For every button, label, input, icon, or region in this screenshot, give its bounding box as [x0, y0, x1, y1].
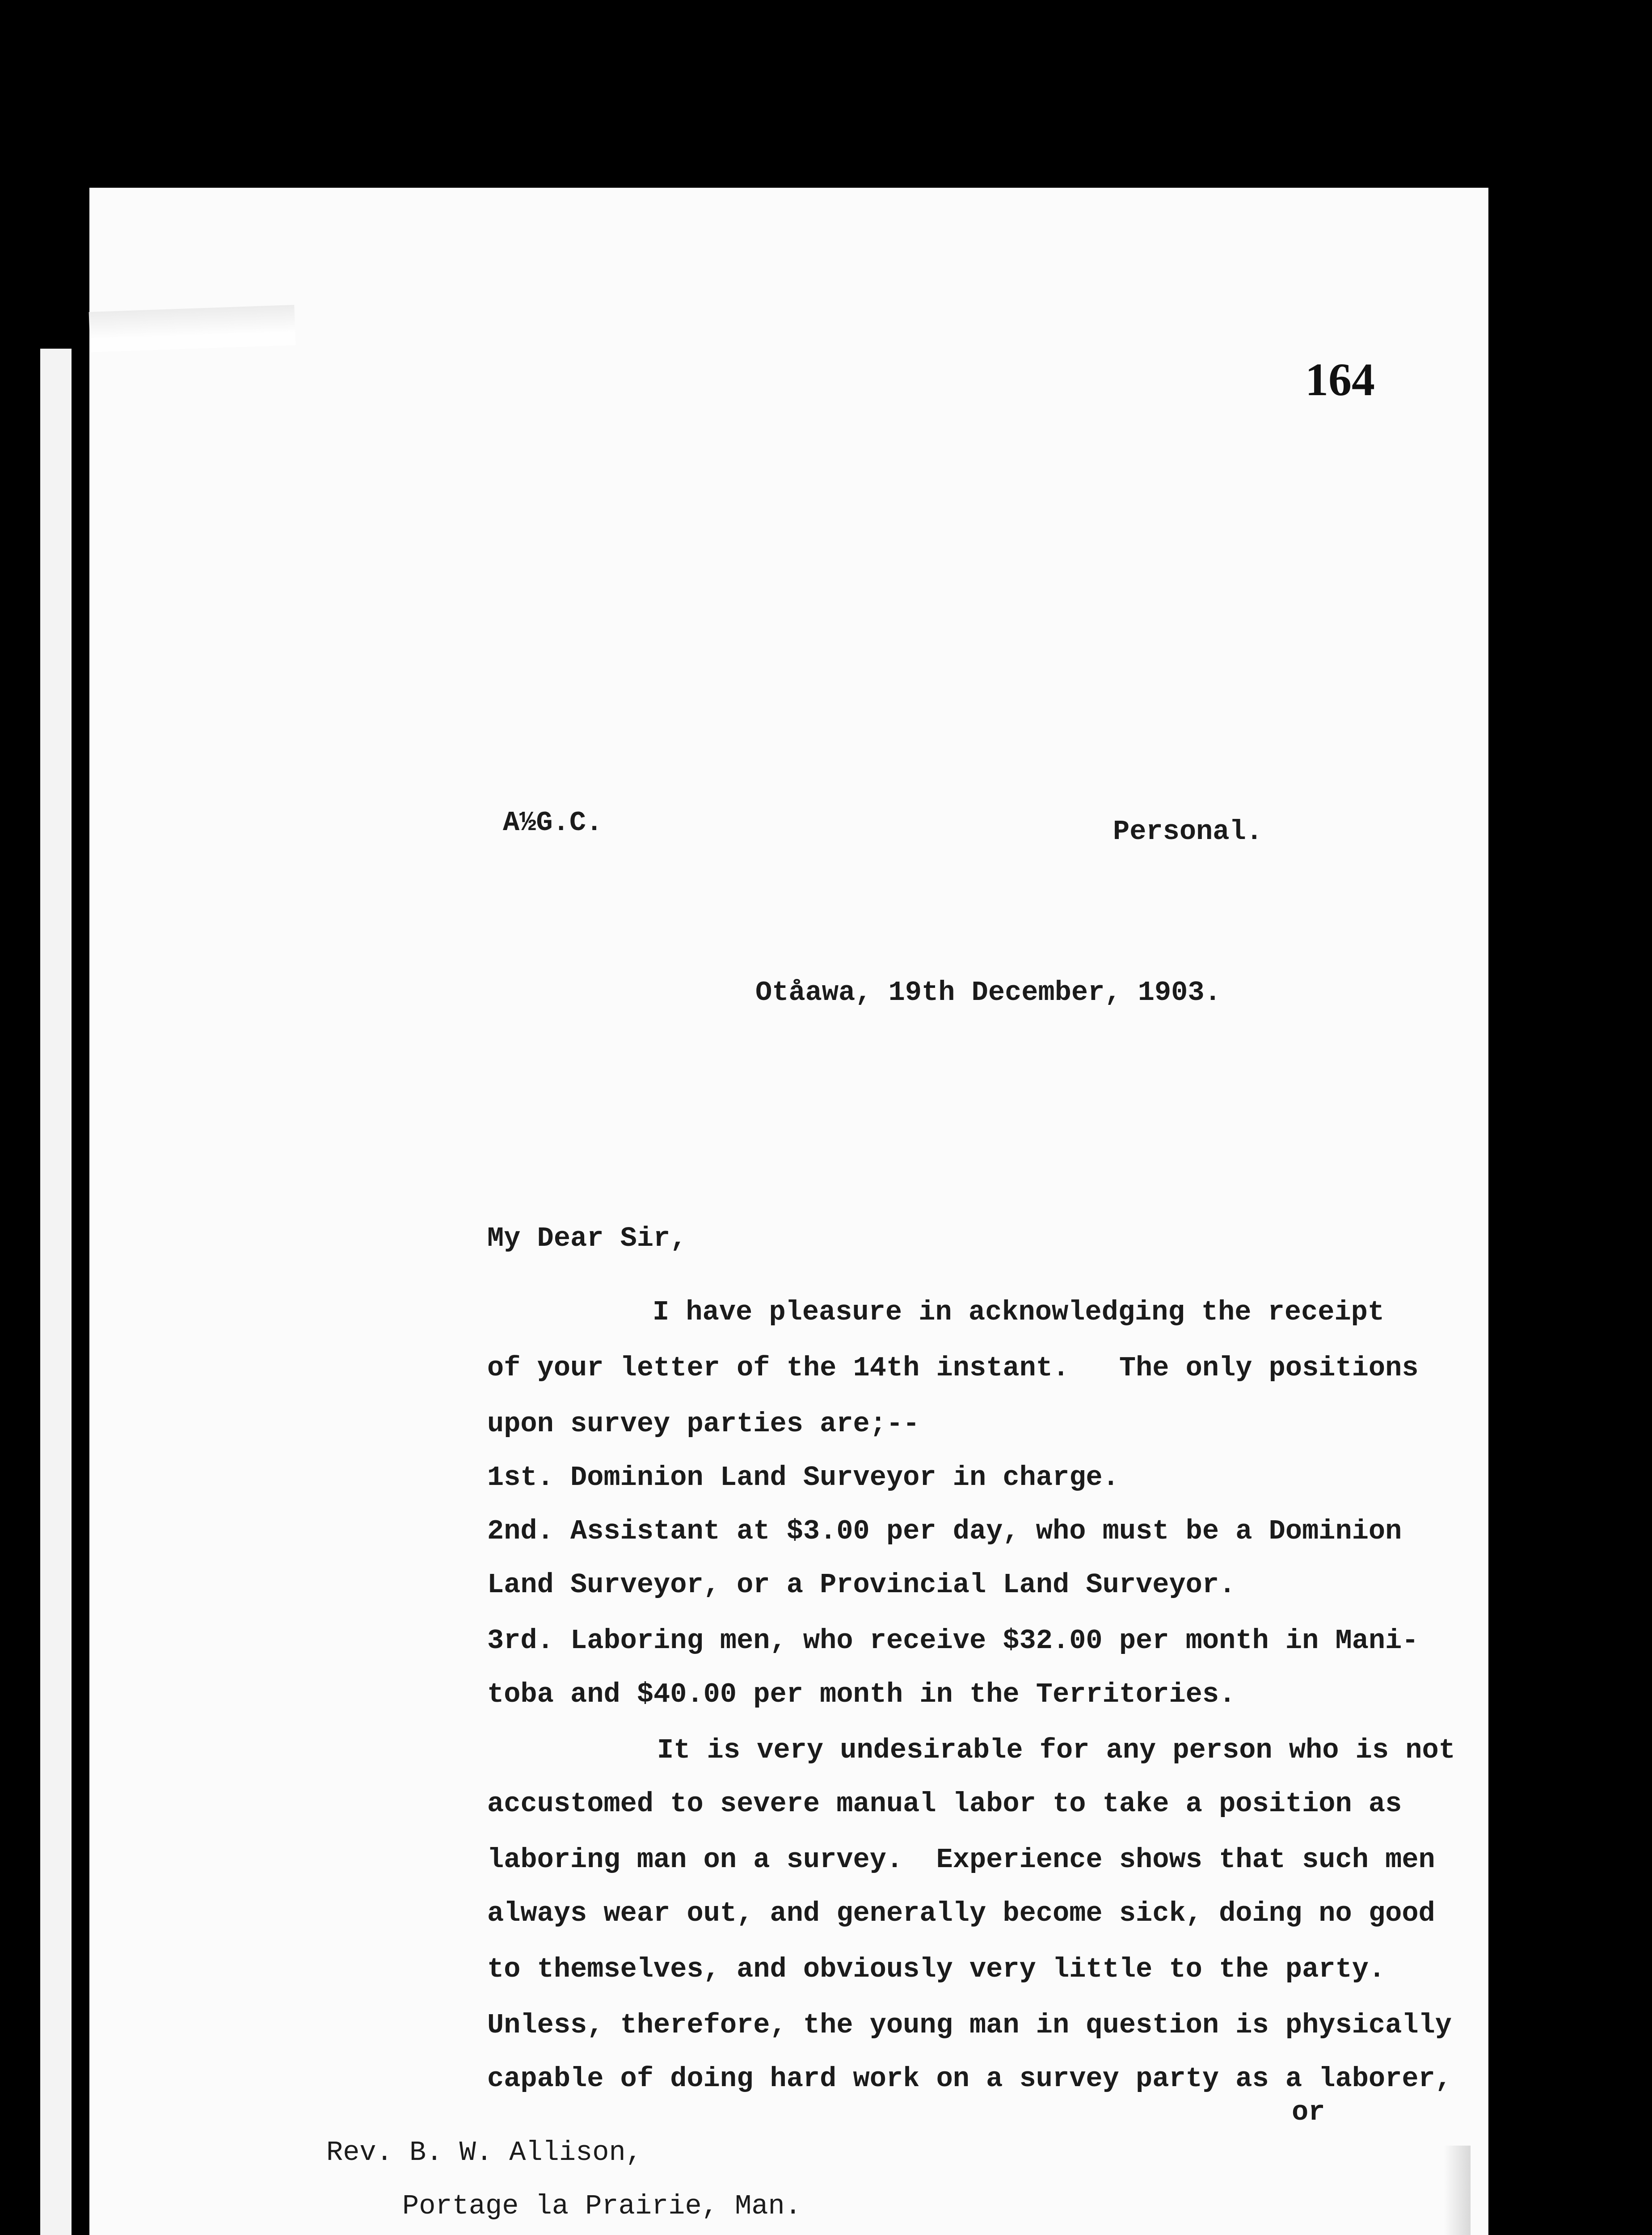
place-date: Otåawa, 19th December, 1903.	[755, 977, 1221, 1008]
body-line: It is very undesirable for any person who is not	[657, 1734, 1455, 1766]
body-line: 3rd. Laboring men, who receive $32.00 per month in Mani-	[487, 1625, 1419, 1657]
body-line: Unless, therefore, the young man in question is physically	[487, 2009, 1452, 2041]
body-line: of your letter of the 14th instant. The only positions	[487, 1352, 1419, 1384]
reference-mark: A½G.C.	[503, 807, 603, 839]
body-line: always wear out, and generally become sick, doing no good	[487, 1898, 1435, 1929]
body-line: Land Surveyor, or a Provincial Land Surveyor.	[487, 1569, 1236, 1601]
body-line: upon survey parties are;--	[487, 1408, 920, 1440]
recipient-name: Rev. B. W. Allison,	[326, 2137, 642, 2168]
page-number: 164	[1305, 354, 1375, 405]
personal-label: Personal.	[1113, 816, 1263, 848]
paper-shadow	[1444, 2146, 1471, 2235]
paper-smudge	[89, 305, 296, 352]
body-line: capable of doing hard work on a survey party as a laborer,	[487, 2063, 1452, 2095]
continuation-word: or	[1292, 2096, 1325, 2128]
recipient-address: Portage la Prairie, Man.	[402, 2190, 801, 2222]
body-line: to themselves, and obviously very little to the party.	[487, 1953, 1386, 1985]
left-page-strip	[40, 349, 84, 2235]
body-line: 2nd. Assistant at $3.00 per day, who must be a Dominion	[487, 1515, 1402, 1547]
body-line: I have pleasure in acknowledging the receipt	[653, 1296, 1385, 1328]
body-line: 1st. Dominion Land Surveyor in charge.	[487, 1462, 1119, 1493]
body-line: accustomed to severe manual labor to take a position as	[487, 1788, 1402, 1820]
body-line: toba and $40.00 per month in the Territories.	[487, 1678, 1236, 1710]
salutation: My Dear Sir,	[487, 1223, 687, 1254]
body-line: laboring man on a survey. Experience shows that such men	[487, 1844, 1435, 1876]
